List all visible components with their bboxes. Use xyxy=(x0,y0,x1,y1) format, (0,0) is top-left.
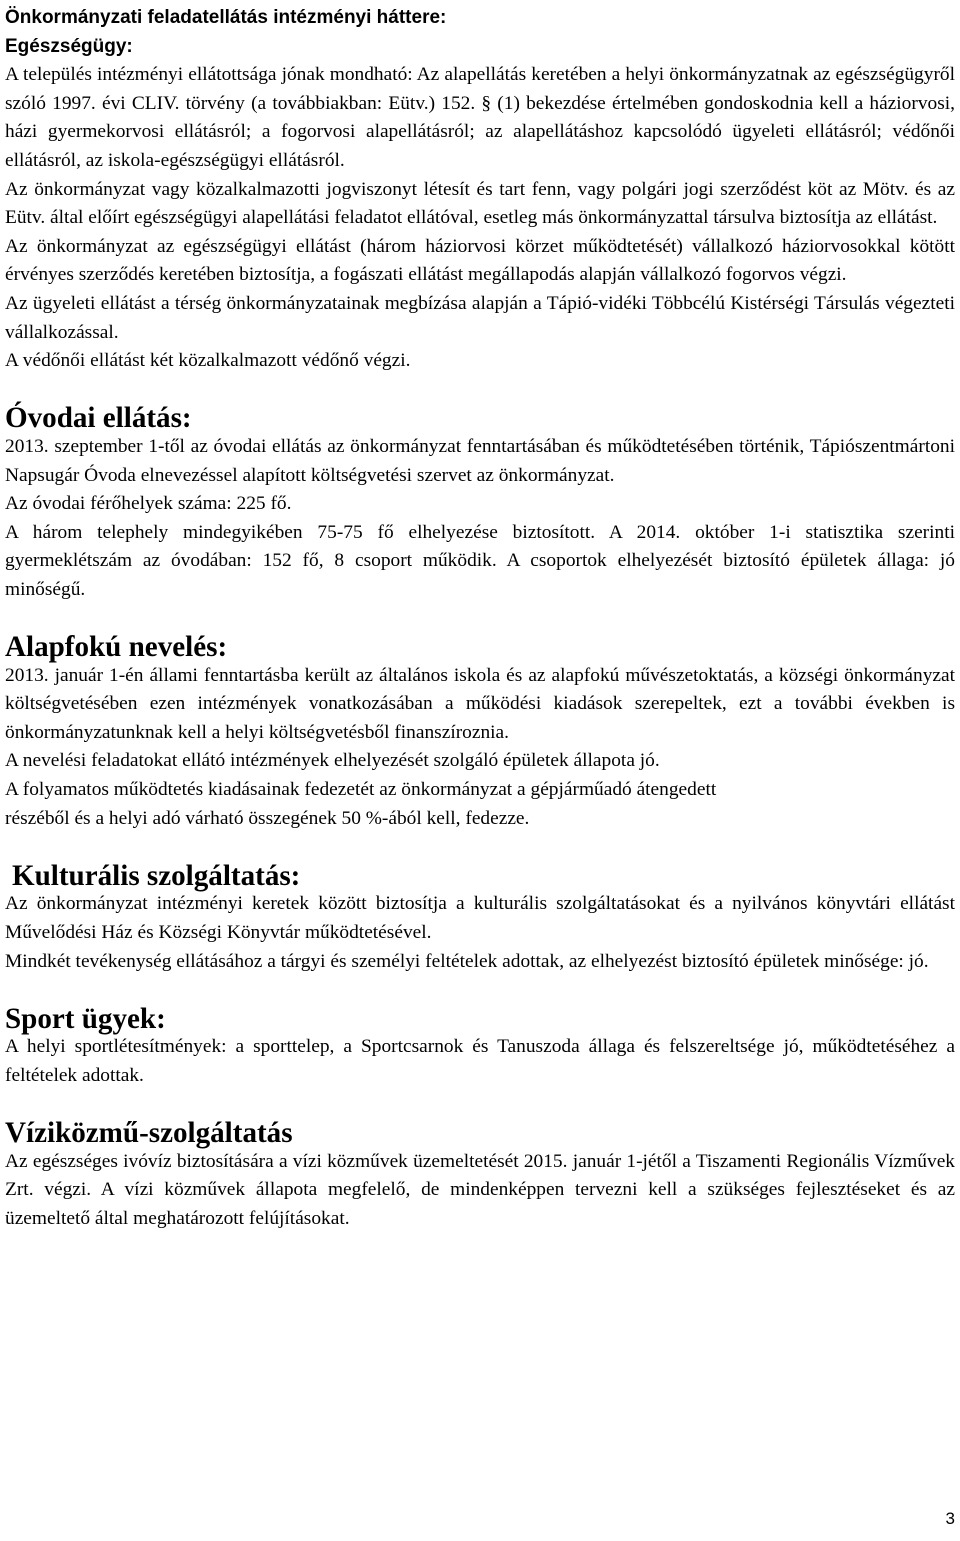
paragraph: Az óvodai férőhelyek száma: 225 fő. xyxy=(5,493,292,515)
spacer xyxy=(5,1091,955,1120)
section-heading-water: Víziközmű-szolgáltatás xyxy=(5,1117,293,1150)
paragraph: A nevelési feladatokat ellátó intézmények elhelyezését szolgáló épületek állapota jó. xyxy=(5,750,660,772)
spacer xyxy=(5,976,955,1005)
section-sport xyxy=(5,1002,955,1091)
paragraph: Az egészséges ivóvíz biztosítására a vízi közművek üzemeltetését 2015. január 1-jétől a Tiszamenti Regionális Vízművek Zrt. végzi. A vízi közművek állapota megfelelő, de mindenképpen tervezni kell a szükséges fejlesztéseket és az üzemeltető által meghatározott felújításokat. xyxy=(5,1150,955,1229)
section-heading-sport: Sport ügyek: xyxy=(5,1002,166,1035)
section-health xyxy=(5,33,955,376)
section-culture xyxy=(5,859,955,976)
spacer xyxy=(5,833,955,862)
spacer xyxy=(5,376,955,405)
document-page xyxy=(5,4,955,1234)
paragraph: A védőnői ellátást két közalkalmazott védőnő végzi. xyxy=(5,350,411,372)
page-number: 3 xyxy=(945,1509,955,1528)
spacer xyxy=(5,604,955,633)
paragraph-line: részéből és a helyi adó várható összegének 50 %-ából kell, fedezze. xyxy=(5,807,530,829)
section-heading-culture: Kulturális szolgáltatás: xyxy=(12,859,301,892)
page-title: Önkormányzati feladatellátás intézményi háttere: xyxy=(5,7,447,28)
paragraph: 2013. szeptember 1-től az óvodai ellátás az önkormányzat fenntartásában és működtetésében történik, Tápiószentmártoni Napsugár Óvoda elnevezéssel alapított költségvetési szervet az önkormányzat. xyxy=(5,435,955,486)
section-kindergarten xyxy=(5,404,955,604)
paragraph: Az önkormányzat intézményi keretek között biztosítja a kulturális szolgáltatásokat és a nyilvános könyvtári ellátást Művelődési Ház és Községi Könyvtár működtetésével. xyxy=(5,893,955,943)
paragraph: Az önkormányzat vagy közalkalmazotti jogviszonyt létesít és tart fenn, vagy polgári jogi szerződést köt az Mötv. és az Eütv. által előírt egészségügyi alapellátási feladatot ellátóval, esetleg más önkormányzattal társulva biztosítja az ellátást. xyxy=(5,178,955,229)
paragraph: Az ügyeleti ellátást a térség önkormányzatainak megbízása alapján a Tápió-vidéki Többcélú Kistérségi Társulás végezteti vállalkozással. xyxy=(5,292,955,343)
paragraph: Mindkét tevékenység ellátásához a tárgyi és személyi feltételek adottak, az elhelyezést biztosító épületek minősége: jó. xyxy=(5,950,929,972)
paragraph: 2013. január 1-én állami fenntartásba került az általános iskola és az alapfokú művészetoktatás, a községi önkormányzat költségvetésében ezen intézmények vonatkozásában a működési kiadások szerepeltek, ezt a további években is önkormányzatunknak kell a helyi költségvetésből finanszíroznia. xyxy=(5,664,955,743)
paragraph: Az önkormányzat az egészségügyi ellátást (három háziorvosi körzet működtetését) vállalkozó háziorvosokkal kötött érvényes szerződés keretében biztosítja, a fogászati ellátást megállapodás alapján vállalkozó fogorvos végzi. xyxy=(5,235,955,286)
paragraph: A helyi sportlétesítmények: a sporttelep, a Sportcsarnok és Tanuszoda állaga és felszereltsége jó, működtetéséhez a feltételek adottak. xyxy=(5,1036,955,1086)
paragraph: A település intézményi ellátottsága jónak mondható: Az alapellátás keretében a helyi önkormányzatnak az egészségügyről szóló 1997. évi CLIV. törvény (a továbbiakban: Eütv.) 152. § (1) bekezdése értelmében gondoskodnia kell a háziorvosi, házi gyermekorvosi ellátásról; a fogorvosi alapellátásról; az alapellátáshoz kapcsolódó ügyeleti ellátásról; védőnői ellátásról, az iskola-egészségügyi ellátásról. xyxy=(5,64,955,171)
paragraph: A három telephely mindegyikében 75-75 fő elhelyezése biztosított. A 2014. október 1-i statisztika szerinti gyermeklétszám az óvodában: 152 fő, 8 csoport működik. A csoportok elhelyezését biztosító épületek állaga: jó minőségű. xyxy=(5,521,955,600)
section-basic-education xyxy=(5,633,955,833)
section-water xyxy=(5,1119,955,1233)
section-heading-health: Egészségügy: xyxy=(5,35,133,57)
paragraph-line: A folyamatos működtetés kiadásainak fedezetét az önkormányzat a gépjárműadó átengedett xyxy=(5,779,717,801)
section-heading-kindergarten: Óvodai ellátás: xyxy=(5,402,192,435)
section-heading-basic-education: Alapfokú nevelés: xyxy=(5,631,228,664)
